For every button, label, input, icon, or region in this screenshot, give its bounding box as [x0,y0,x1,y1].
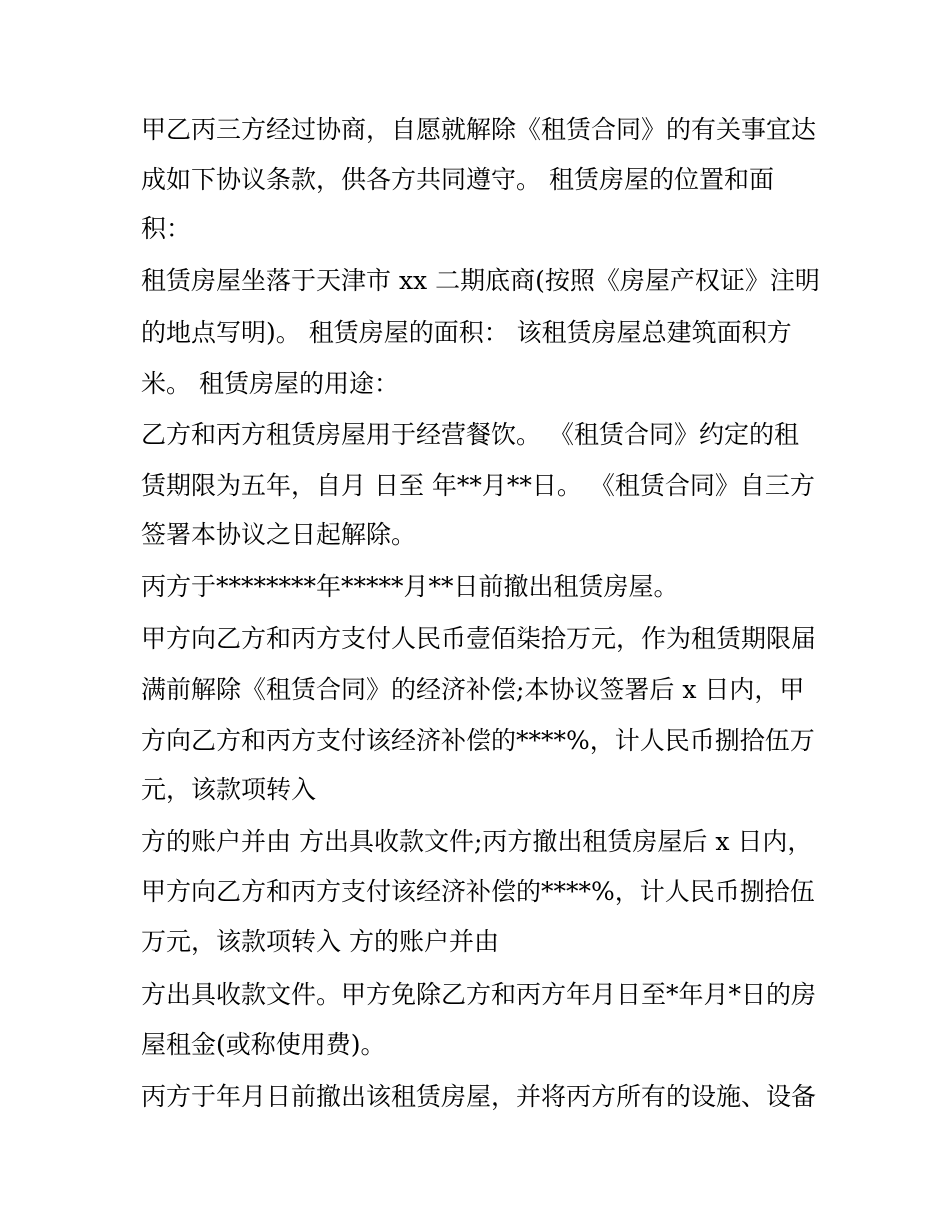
text-line: 丙方于年月日前撤出该租赁房屋，并将丙方所有的设施、设备 [141,1082,817,1111]
text-line: 万元，该款项转入 方的账户并由 [141,927,499,956]
text-line: 方的账户并由 方出具收款文件;丙方撤出租赁房屋后 x 日内， [141,827,813,856]
text-line: 满前解除《租赁合同》的经济补偿;本协议签署后 x 日内，甲 [141,675,805,704]
text-line: 米。 租赁房屋的用途： [141,369,399,398]
text-line: 甲方向乙方和丙方支付该经济补偿的****%，计人民币捌拾伍 [141,877,815,906]
text-line: 方向乙方和丙方支付该经济补偿的****%，计人民币捌拾伍万 [141,726,815,755]
text-line: 元，该款项转入 [141,775,317,804]
text-line: 方出具收款文件。甲方免除乙方和丙方年月日至*年月*日的房 [141,980,817,1009]
text-line: 赁期限为五年，自月 日至 年**月**日。 《租赁合同》自三方 [141,471,815,500]
text-line: 签署本协议之日起解除。 [141,520,417,549]
text-line: 乙方和丙方租赁房屋用于经营餐饮。 《租赁合同》约定的租 [141,420,799,449]
text-line: 甲乙丙三方经过协商，自愿就解除《租赁合同》的有关事宜达 [141,115,817,144]
text-line: 屋租金(或称使用费)。 [141,1030,386,1059]
text-line: 成如下协议条款，供各方共同遵守。 租赁房屋的位置和面 [141,165,774,194]
text-line: 丙方于********年*****月**日前撤出租赁房屋。 [141,572,679,601]
text-line: 的地点写明)。 租赁房屋的面积： 该租赁房屋总建筑面积方 [141,318,792,347]
text-line: 租赁房屋坐落于天津市 xx 二期底商(按照《房屋产权证》注明 [141,266,820,295]
text-line: 甲方向乙方和丙方支付人民币壹佰柒拾万元，作为租赁期限届 [141,624,817,653]
text-line: 积： [141,214,192,243]
